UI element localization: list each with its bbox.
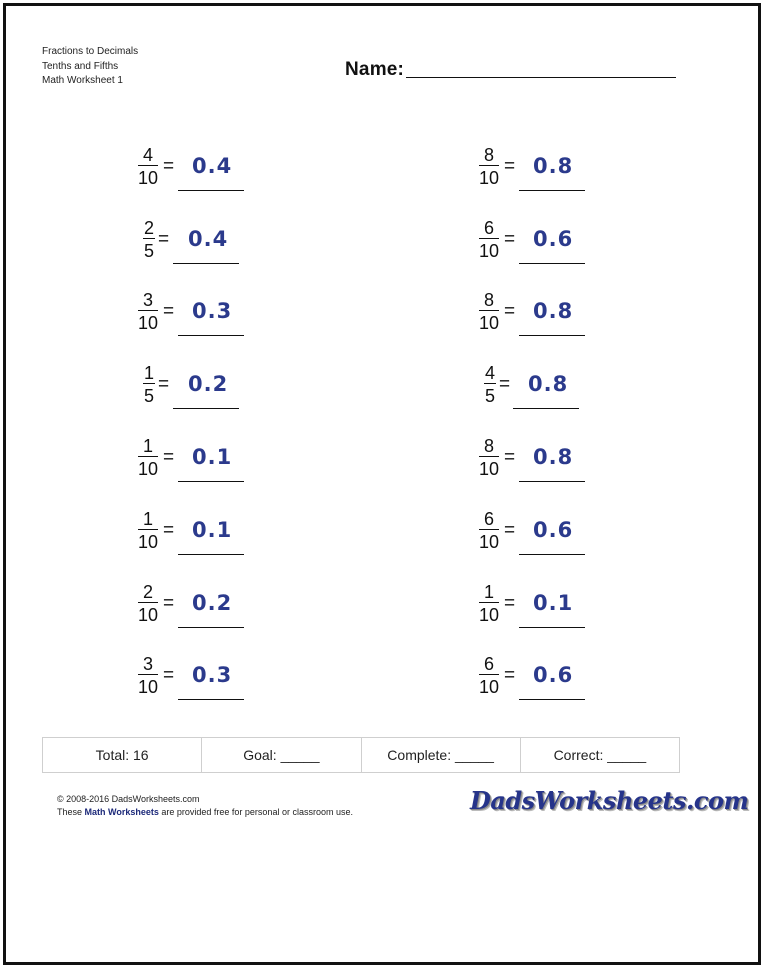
equals-sign: =: [504, 593, 516, 614]
numerator: 4: [143, 145, 154, 165]
worksheet-title: Fractions to Decimals: [42, 46, 139, 57]
equals-sign: =: [499, 374, 511, 395]
answer-line[interactable]: [173, 263, 239, 264]
score-summary-table: [42, 737, 680, 773]
answer: 0.6: [533, 518, 574, 542]
fraction: [138, 291, 158, 332]
math-worksheets-link[interactable]: Math Worksheets: [84, 807, 159, 817]
answer-line[interactable]: [519, 481, 585, 482]
denominator: 10: [479, 168, 500, 188]
name-field: [345, 59, 676, 81]
fraction: [143, 364, 155, 405]
answer: 0.3: [192, 663, 233, 687]
numerator: 6: [484, 218, 495, 238]
fraction: [479, 583, 499, 624]
fraction: [479, 219, 499, 260]
name-label: Name:: [345, 59, 405, 80]
answer-line[interactable]: [519, 627, 585, 628]
equals-sign: =: [163, 156, 175, 177]
answer: 0.1: [533, 591, 574, 615]
equals-sign: =: [163, 301, 175, 322]
denominator: 10: [138, 459, 159, 479]
denominator: 10: [479, 313, 500, 333]
fraction: [138, 146, 158, 187]
numerator: 1: [484, 582, 495, 602]
fraction: [138, 437, 158, 478]
usage-prefix: These: [57, 807, 85, 817]
usage-suffix: are provided free for personal or classroom use.: [158, 807, 353, 817]
answer-line[interactable]: [519, 335, 585, 336]
fraction: [138, 583, 158, 624]
denominator: 10: [138, 313, 159, 333]
denominator: 10: [479, 532, 500, 552]
denominator: 10: [479, 459, 500, 479]
denominator: 10: [138, 168, 159, 188]
page-border: [3, 3, 761, 965]
answer-line[interactable]: [519, 263, 585, 264]
denominator: 10: [479, 677, 500, 697]
answer-line[interactable]: [178, 627, 244, 628]
equals-sign: =: [504, 447, 516, 468]
answer: 0.6: [533, 663, 574, 687]
answer: 0.8: [533, 299, 574, 323]
equals-sign: =: [163, 593, 175, 614]
equals-sign: =: [163, 447, 175, 468]
numerator: 3: [143, 654, 154, 674]
equals-sign: =: [504, 229, 516, 250]
fraction: [138, 510, 158, 551]
numerator: 8: [484, 145, 495, 165]
fraction: [484, 364, 496, 405]
denominator: 10: [138, 677, 159, 697]
answer-line[interactable]: [519, 554, 585, 555]
denominator: 10: [479, 605, 500, 625]
denominator: 10: [138, 605, 159, 625]
equals-sign: =: [504, 520, 516, 541]
numerator: 1: [143, 436, 154, 456]
equals-sign: =: [504, 301, 516, 322]
denominator: 10: [138, 532, 159, 552]
answer-line[interactable]: [178, 554, 244, 555]
answer: 0.4: [192, 154, 233, 178]
copyright: © 2008-2016 DadsWorksheets.com: [57, 794, 200, 804]
worksheet-subtitle: Tenths and Fifths: [42, 60, 119, 72]
answer-line[interactable]: [519, 699, 585, 700]
fraction: [479, 655, 499, 696]
answer-line[interactable]: [173, 408, 239, 409]
correct-cell[interactable]: Correct: _____: [553, 747, 647, 763]
answer: 0.1: [192, 445, 233, 469]
answer: 0.8: [533, 445, 574, 469]
total-cell: Total: 16: [43, 738, 202, 772]
numerator: 2: [144, 218, 155, 238]
denominator: 5: [485, 386, 496, 406]
answer-line[interactable]: [513, 408, 579, 409]
name-line[interactable]: [406, 77, 676, 78]
numerator: 1: [144, 363, 155, 383]
numerator: 8: [484, 290, 495, 310]
answer-line[interactable]: [178, 190, 244, 191]
answer-line[interactable]: [178, 481, 244, 482]
worksheet-number: Math Worksheet 1: [42, 75, 123, 86]
answer-line[interactable]: [519, 190, 585, 191]
footer: [57, 793, 353, 819]
numerator: 6: [484, 654, 495, 674]
numerator: 8: [484, 436, 495, 456]
answer-line[interactable]: [178, 335, 244, 336]
equals-sign: =: [504, 156, 516, 177]
numerator: 6: [484, 509, 495, 529]
dadsworksheets-logo[interactable]: DadsWorksheets.com: [470, 786, 749, 815]
numerator: 2: [143, 582, 154, 602]
equals-sign: =: [158, 229, 170, 250]
equals-sign: =: [504, 665, 516, 686]
answer: 0.1: [192, 518, 233, 542]
fraction: [479, 437, 499, 478]
fraction: [479, 510, 499, 551]
answer: 0.2: [188, 372, 229, 396]
fraction: [479, 146, 499, 187]
numerator: 3: [143, 290, 154, 310]
answer: 0.6: [533, 227, 574, 251]
denominator: 5: [144, 386, 155, 406]
fraction: [479, 291, 499, 332]
fraction: [143, 219, 155, 260]
usage-note: [57, 806, 353, 819]
answer: 0.3: [192, 299, 233, 323]
goal-cell[interactable]: Goal: _____: [202, 738, 361, 772]
equals-sign: =: [163, 520, 175, 541]
numerator: 1: [143, 509, 154, 529]
denominator: 10: [479, 241, 500, 261]
answer: 0.4: [188, 227, 229, 251]
answer: 0.2: [192, 591, 233, 615]
equals-sign: =: [158, 374, 170, 395]
denominator: 5: [144, 241, 155, 261]
equals-sign: =: [163, 665, 175, 686]
worksheet-header: [42, 45, 138, 89]
complete-cell[interactable]: Complete: _____: [362, 738, 521, 772]
answer: 0.8: [533, 154, 574, 178]
fraction: [138, 655, 158, 696]
answer: 0.8: [528, 372, 569, 396]
answer-line[interactable]: [178, 699, 244, 700]
numerator: 4: [485, 363, 496, 383]
